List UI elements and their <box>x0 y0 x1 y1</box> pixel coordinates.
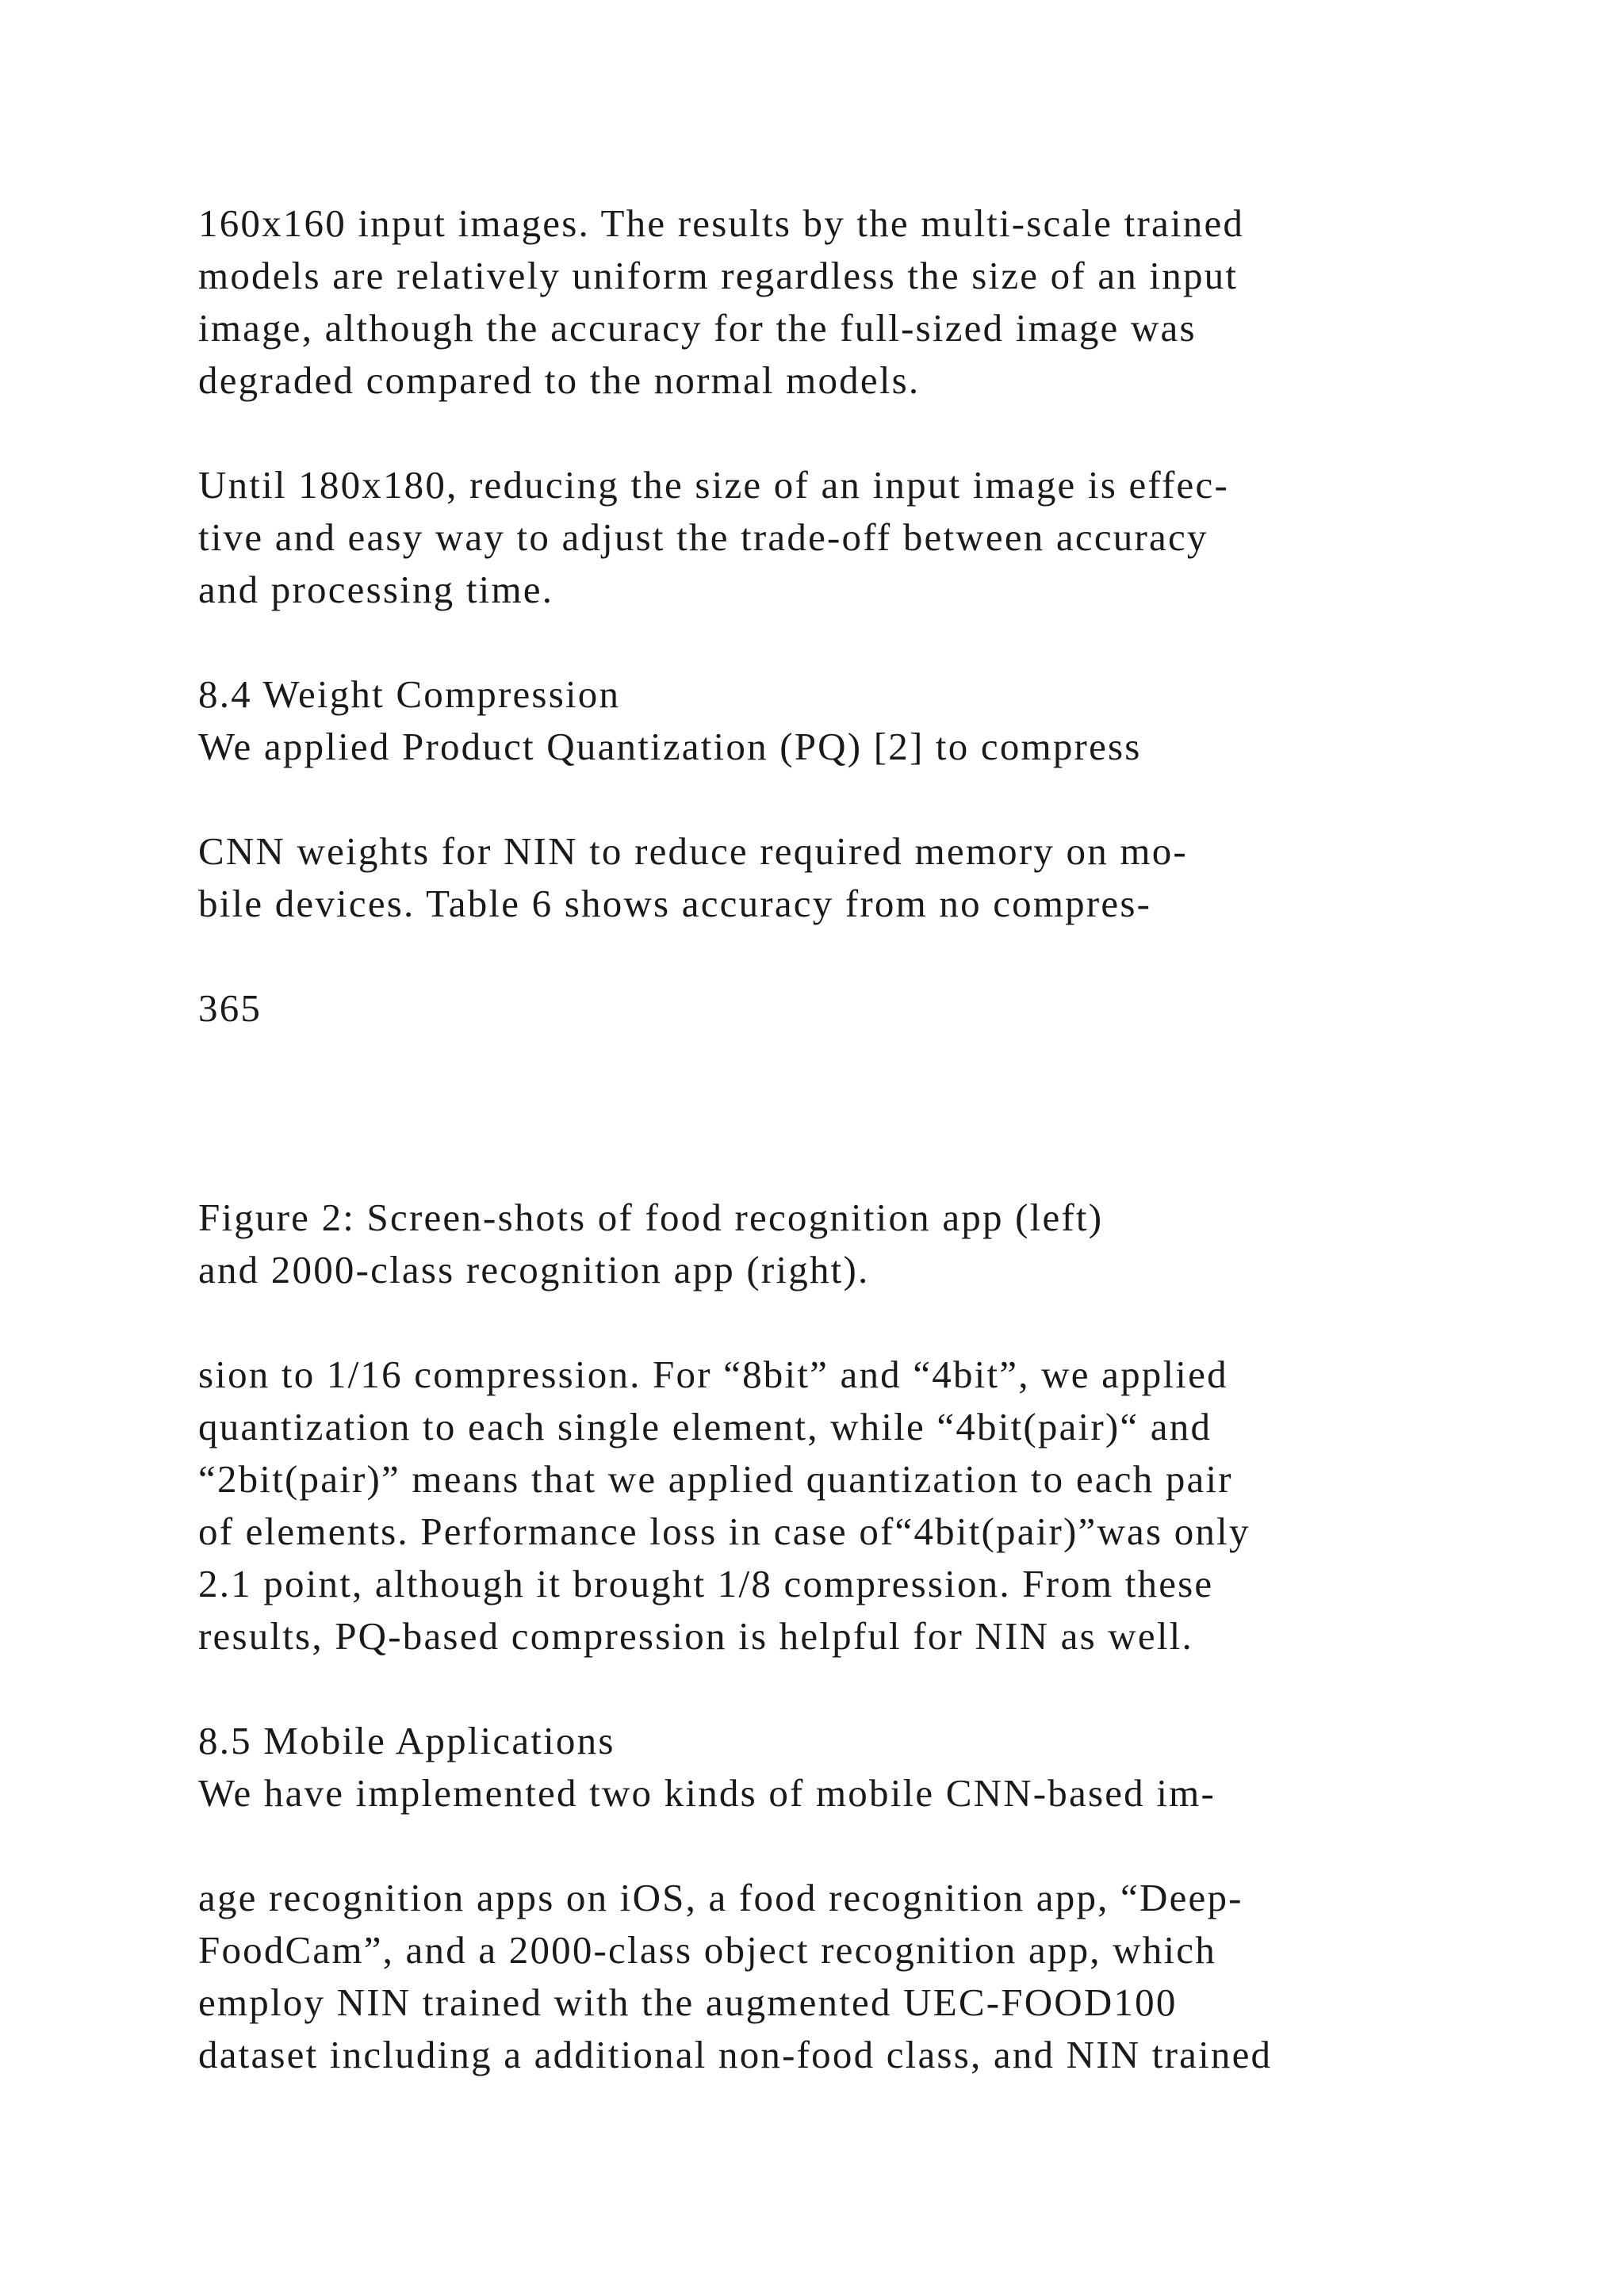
section-8-5-line-3: FoodCam”, and a 2000-class object recognition app, which <box>198 1928 1216 1972</box>
paragraph-3-line-6: results, PQ-based compression is helpful for NIN as well. <box>198 1614 1193 1658</box>
section-8-5-line-5: dataset including a additional non-food class, and NIN trained <box>198 2033 1273 2076</box>
section-8-5-line-4: employ NIN trained with the augmented UEC-FOOD100 <box>198 1980 1178 2024</box>
paragraph-2-line-2: tive and easy way to adjust the trade-off between accuracy <box>198 515 1208 559</box>
paragraph-1-line-1: 160x160 input images. The results by the multi-scale trained <box>198 201 1245 245</box>
figure-caption-line-2: and 2000-class recognition app (right). <box>198 1248 870 1292</box>
section-heading-8-4: 8.4 Weight Compression <box>198 672 621 716</box>
paragraph-3-line-1: sion to 1/16 compression. For “8bit” and “4bit”, we applied <box>198 1353 1228 1396</box>
section-8-4-line-3: bile devices. Table 6 shows accuracy from no compres- <box>198 882 1152 925</box>
paragraph-2-line-3: and processing time. <box>198 568 554 611</box>
page-number: 365 <box>198 986 262 1030</box>
figure-caption-line-1: Figure 2: Screen-shots of food recognition app (left) <box>198 1196 1104 1239</box>
section-8-4-line-2: CNN weights for NIN to reduce required memory on mo- <box>198 829 1188 873</box>
paragraph-2-line-1: Until 180x180, reducing the size of an input image is effec- <box>198 463 1229 507</box>
section-8-5-line-2: age recognition apps on iOS, a food recognition app, “Deep- <box>198 1876 1243 1919</box>
paragraph-3-line-2: quantization to each single element, while “4bit(pair)“ and <box>198 1405 1212 1448</box>
paragraph-3-line-5: 2.1 point, although it brought 1/8 compression. From these <box>198 1562 1214 1605</box>
paragraph-1-line-2: models are relatively uniform regardless the size of an input <box>198 254 1239 297</box>
section-heading-8-5: 8.5 Mobile Applications <box>198 1719 615 1762</box>
paragraph-1-line-4: degraded compared to the normal models. <box>198 358 921 402</box>
section-8-4-line-1: We applied Product Quantization (PQ) [2] to compress <box>198 725 1142 768</box>
paragraph-3-line-3: “2bit(pair)” means that we applied quantization to each pair <box>198 1457 1233 1501</box>
paragraph-3-line-4: of elements. Performance loss in case of“4bit(pair)”was only <box>198 1510 1251 1553</box>
paragraph-1-line-3: image, although the accuracy for the full-sized image was <box>198 306 1197 350</box>
section-8-5-line-1: We have implemented two kinds of mobile CNN-based im- <box>198 1771 1216 1815</box>
